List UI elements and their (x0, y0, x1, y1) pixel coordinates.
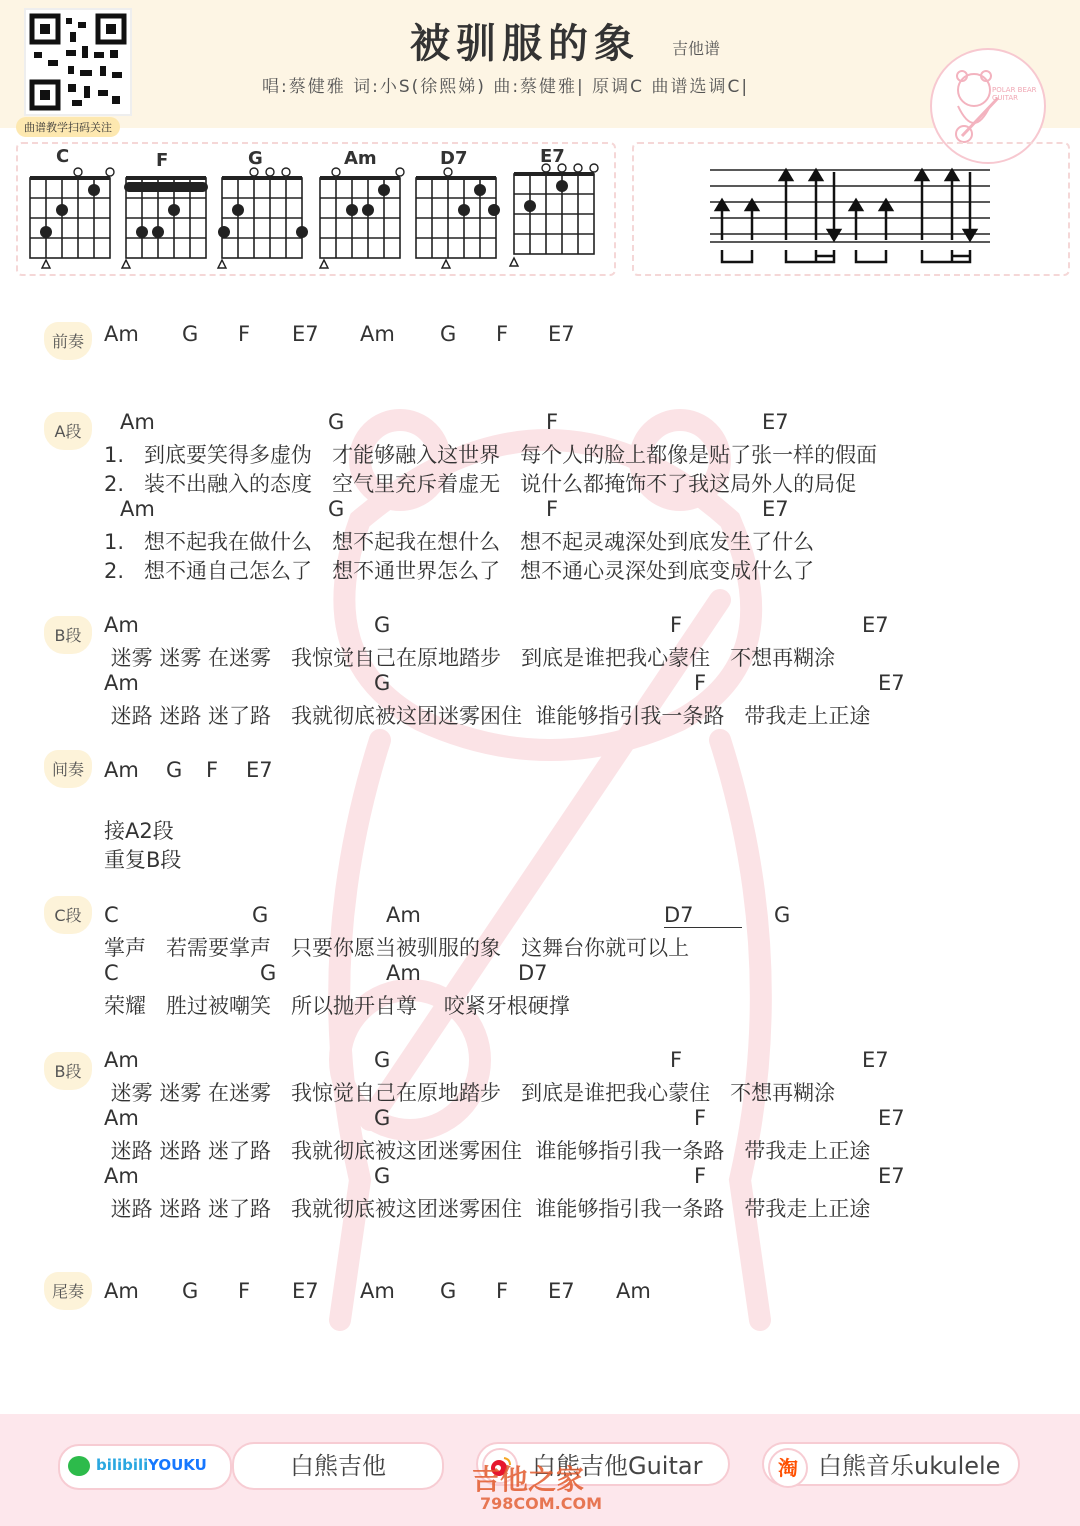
a-lyric-line: 1. 想不起我在做什么 想不起我在想什么 想不起灵魂深处到底发生了什么 (104, 530, 815, 554)
intro-chord: Am (104, 322, 139, 346)
b2-chord: G (374, 1164, 391, 1188)
bilibili-icon[interactable]: bilibili (96, 1456, 149, 1474)
b-chord: G (374, 671, 391, 695)
outro-chord: Am (616, 1279, 651, 1303)
b2-chord: F (694, 1106, 707, 1130)
chord-grid-g (222, 178, 302, 258)
a-lyric-line: 1. 到底要笑得多虚伪 才能够融入这世界 每个人的脸上都像是贴了张一样的假面 (104, 443, 878, 467)
b2-chord: E7 (878, 1164, 905, 1188)
b-lyric-line: 迷路 迷路 迷了路 我就彻底被这团迷雾困住 谁能够指引我一条路 带我走上正途 (104, 704, 871, 728)
logo-text: POLAR BEAR GUITAR (992, 86, 1037, 102)
interlude-chord: F (206, 758, 219, 782)
b2-chord: Am (104, 1164, 139, 1188)
social-pill-3[interactable]: 白熊音乐ukulele (762, 1442, 1020, 1486)
c-chord: Am (386, 903, 421, 927)
intro-chord: E7 (292, 322, 319, 346)
youku-icon[interactable]: YOUKU (148, 1456, 207, 1474)
section-label-intro: 前奏 (44, 322, 92, 360)
site-watermark: 吉他之家 (472, 1463, 585, 1496)
song-subtitle: 吉他谱 (672, 39, 721, 58)
b2-lyric-line: 迷路 迷路 迷了路 我就彻底被这团迷雾困住 谁能够指引我一条路 带我走上正途 (104, 1139, 871, 1163)
interlude-chord: E7 (246, 758, 273, 782)
song-credits: 唱:蔡健雅 词:小S(徐熙娣) 曲:蔡健雅| 原调C 曲谱选调C| (262, 77, 750, 97)
section-label-a: A段 (44, 412, 92, 450)
b2-chord: F (694, 1164, 707, 1188)
a-chord: E7 (762, 497, 789, 521)
section-label-c: C段 (44, 896, 92, 934)
b-chord: Am (104, 671, 139, 695)
qr-label: 曲谱教学扫码关注 (16, 117, 120, 137)
b2-chord: E7 (878, 1106, 905, 1130)
wechat-icon[interactable] (68, 1456, 90, 1476)
b-chord: G (374, 613, 391, 637)
b2-chord: G (374, 1106, 391, 1130)
social-pill-1[interactable]: 白熊吉他 (232, 1442, 444, 1490)
b-chord: Am (104, 613, 139, 637)
chord-label-d7: D7 (440, 148, 468, 169)
c-chord: C (104, 903, 119, 927)
a-lyric-line: 2. 想不通自己怎么了 想不通世界怎么了 想不通心灵深处到底变成什么了 (104, 559, 815, 583)
section-label-b-repeat: B段 (44, 1052, 92, 1090)
outro-chord: Am (360, 1279, 395, 1303)
section-label-b: B段 (44, 616, 92, 654)
outro-chord: F (238, 1279, 251, 1303)
chord-label-g: G (248, 148, 263, 169)
interlude-chord: Am (104, 758, 139, 782)
c-chord: G (252, 903, 269, 927)
a-chord: G (328, 497, 345, 521)
chord-label-f: F (156, 150, 169, 171)
a-chord: F (546, 410, 559, 434)
taobao-icon[interactable]: 淘 (768, 1448, 808, 1488)
outro-chord: Am (104, 1279, 139, 1303)
chord-grid-e7 (514, 174, 594, 254)
c-chord: G (774, 903, 791, 927)
interlude-note: 接A2段 (104, 819, 174, 843)
b-chord: F (694, 671, 707, 695)
outro-chord: G (182, 1279, 199, 1303)
a-chord: G (328, 410, 345, 434)
chord-label-e7: E7 (540, 146, 565, 167)
chord-label-am: Am (344, 148, 377, 169)
b-chord: F (670, 613, 683, 637)
intro-chord: G (440, 322, 457, 346)
a-chord: E7 (762, 410, 789, 434)
platform-icons[interactable] (58, 1444, 232, 1490)
b2-chord: E7 (862, 1048, 889, 1072)
b2-chord: Am (104, 1048, 139, 1072)
chord-grids (18, 144, 614, 274)
site-watermark-url: 798COM.COM (480, 1494, 603, 1513)
c-chord: D7 (664, 903, 742, 928)
section-label-outro: 尾奏 (44, 1272, 92, 1310)
social-pill-2[interactable]: 白熊吉他Guitar (476, 1442, 730, 1486)
outro-chord: G (440, 1279, 457, 1303)
c-chord: Am (386, 961, 421, 985)
a-chord: Am (120, 497, 155, 521)
intro-chord: F (238, 322, 251, 346)
strum-pattern-panel (632, 142, 1070, 276)
section-label-interlude: 间奏 (44, 750, 92, 788)
b-chord: E7 (862, 613, 889, 637)
c-chord: C (104, 961, 119, 985)
c-chord: G (260, 961, 277, 985)
outro-chord: E7 (292, 1279, 319, 1303)
chord-diagrams-panel (16, 142, 616, 276)
b-chord: E7 (878, 671, 905, 695)
chord-label-c: C (56, 146, 70, 167)
b2-lyric-line: 迷路 迷路 迷了路 我就彻底被这团迷雾困住 谁能够指引我一条路 带我走上正途 (104, 1197, 871, 1221)
c-chord: D7 (518, 961, 548, 985)
a-chord: F (546, 497, 559, 521)
a-chord: Am (120, 410, 155, 434)
c-lyric-line: 荣耀 胜过被嘲笑 所以抛开自尊 咬紧牙根硬撑 (104, 994, 570, 1018)
qr-code[interactable] (24, 8, 132, 116)
b2-lyric-line: 迷雾 迷雾 在迷雾 我惊觉自己在原地踏步 到底是谁把我心蒙住 不想再糊涂 (104, 1081, 836, 1105)
intro-chord: Am (360, 322, 395, 346)
song-title: 被驯服的象 (410, 21, 640, 67)
outro-chord: E7 (548, 1279, 575, 1303)
b2-chord: G (374, 1048, 391, 1072)
intro-chord: E7 (548, 322, 575, 346)
b-lyric-line: 迷雾 迷雾 在迷雾 我惊觉自己在原地踏步 到底是谁把我心蒙住 不想再糊涂 (104, 646, 836, 670)
b2-chord: Am (104, 1106, 139, 1130)
b2-chord: F (670, 1048, 683, 1072)
interlude-chord: G (166, 758, 183, 782)
a-lyric-line: 2. 装不出融入的态度 空气里充斥着虚无 说什么都掩饰不了我这局外人的局促 (104, 472, 857, 496)
intro-chord: G (182, 322, 199, 346)
intro-chord: F (496, 322, 509, 346)
strum-pattern (634, 144, 1068, 274)
c-lyric-line: 掌声 若需要掌声 只要你愿当被驯服的象 这舞台你就可以上 (104, 936, 690, 960)
interlude-note: 重复B段 (104, 848, 182, 872)
outro-chord: F (496, 1279, 509, 1303)
